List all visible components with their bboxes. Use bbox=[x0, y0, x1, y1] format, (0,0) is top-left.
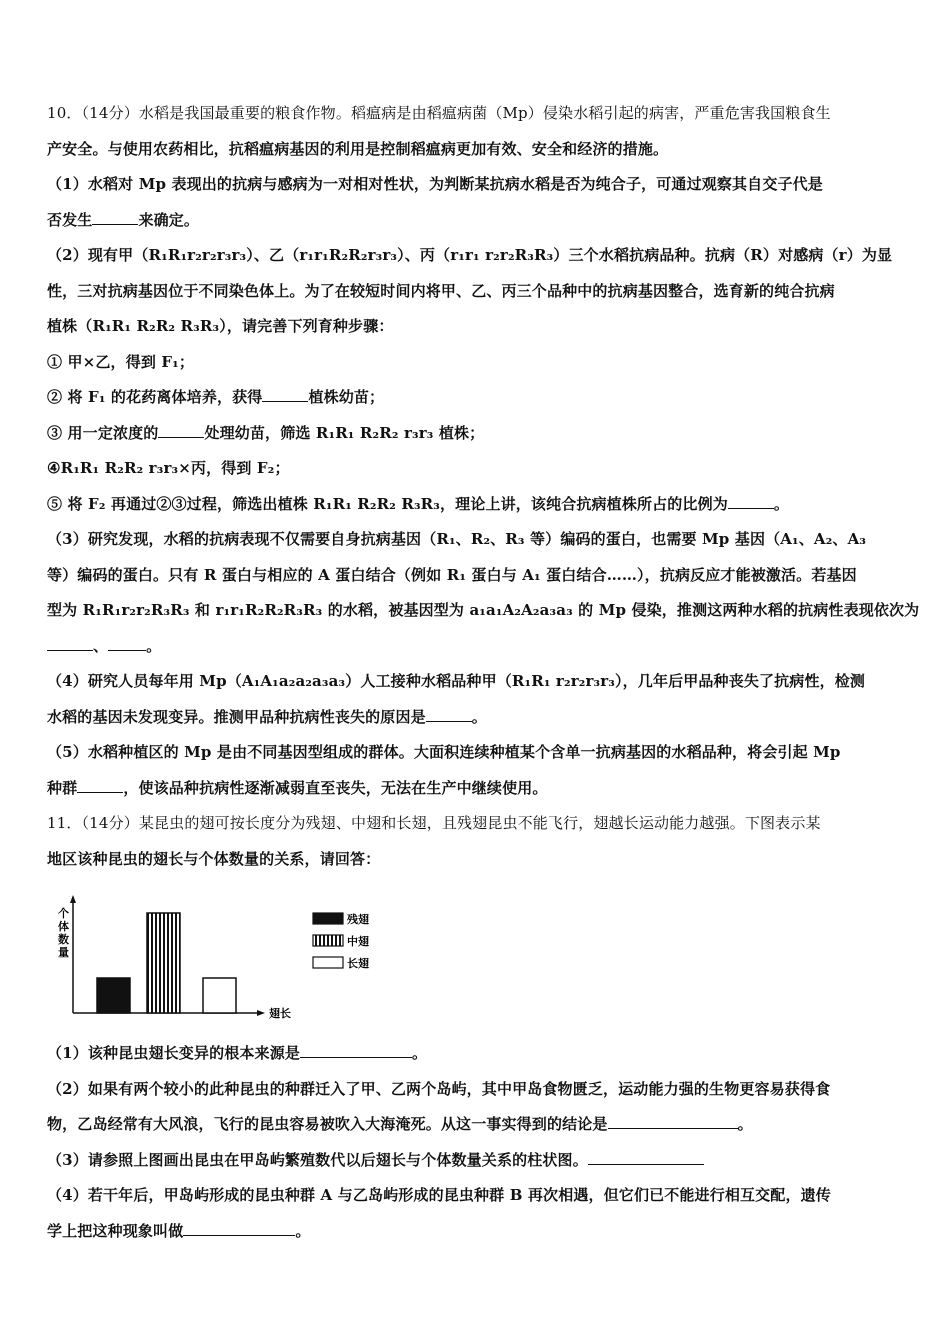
answer-blank[interactable] bbox=[608, 1127, 738, 1129]
answer-blank[interactable] bbox=[47, 649, 93, 651]
q10-line-2: 产安全。与使用农药相比，抗稻瘟病基因的利用是控制稻瘟病更加有效、安全和经济的措施。 bbox=[47, 139, 669, 158]
x-axis-arrow bbox=[257, 1010, 265, 1016]
q11-line-1: 11．（14分）某昆虫的翅可按长度分为残翅、中翅和长翅，且残翅昆虫不能飞行，翅越长运动能力越强。下图表示某 bbox=[47, 814, 821, 832]
answer-blank[interactable] bbox=[426, 720, 472, 722]
q11-sub-4b: 学上把这种现象叫做 。 bbox=[47, 1221, 311, 1240]
bar-3 bbox=[203, 978, 236, 1013]
q10-line-16: 、 。 bbox=[47, 629, 905, 665]
answer-blank[interactable] bbox=[108, 649, 146, 651]
q11-sub-2a: （2）如果有两个较小的此种昆虫的种群迁入了甲、乙两个岛屿，其中甲岛食物匮乏，运动能力强的生物更容易获得食 bbox=[47, 1079, 831, 1098]
q10-line-17: （4）研究人员每年用 Mp（A₁A₁a₂a₂a₃a₃）人工接种水稻品种甲（R₁R₁ r₂r₂r₃r₃），几年后甲品种丧失了抗病性，检测 bbox=[47, 672, 866, 690]
q10-line-7: 植株（R₁R₁ R₂R₂ R₃R₃），请完善下列育种步骤： bbox=[47, 317, 394, 335]
wing-length-chart bbox=[55, 895, 395, 1025]
q10-line-5: （2）现有甲（R₁R₁r₂r₂r₃r₃）、乙（r₁r₁R₂R₂r₃r₃）、丙（r₁r₁ r₂r₂R₃R₃）三个水稻抗病品种。抗病（R）对感病（r）为显 bbox=[47, 246, 893, 264]
answer-blank[interactable] bbox=[77, 791, 123, 793]
legend-label-1: 残翅 bbox=[347, 913, 369, 926]
legend-swatch-3 bbox=[313, 957, 343, 968]
answer-blank[interactable] bbox=[300, 1056, 412, 1058]
q10-step-2: ② 将 F₁ 的花药离体培养，获得 植株幼苗； bbox=[47, 388, 385, 406]
y-axis-arrow bbox=[70, 895, 76, 903]
legend-swatch-1 bbox=[313, 913, 343, 924]
q10-step-5: ⑤ 将 F₂ 再通过②③过程，筛选出植株 R₁R₁ R₂R₂ R₃R₃，理论上讲，该纯合抗病植株所占的比例为 。 bbox=[47, 494, 790, 513]
legend-swatch-2 bbox=[313, 935, 343, 946]
legend-label-3: 长翅 bbox=[347, 957, 369, 970]
q10-line-1: 10．（14分）水稻是我国最重要的粮食作物。稻瘟病是由稻瘟病菌（Mp）侵染水稻引起的病害，严重危害我国粮食生 bbox=[47, 104, 831, 122]
q10-step-1: ① 甲×乙，得到 F₁； bbox=[47, 352, 195, 371]
q10-line-15: 型为 R₁R₁r₂r₂R₃R₃ 和 r₁r₁R₂R₂R₃R₃ 的水稻，被基因型为 a₁a₁A₂A₂a₃a₃ 的 Mp 侵染，推测这两种水稻的抗病性表现依次为 bbox=[47, 601, 920, 619]
x-axis-label: 翅长 bbox=[269, 1007, 291, 1020]
q10-step-3: ③ 用一定浓度的 处理幼苗，筛选 R₁R₁ R₂R₂ r₃r₃ 植株； bbox=[47, 423, 485, 442]
q10-line-20: 种群 ，使该品种抗病性逐渐减弱直至丧失，无法在生产中继续使用。 bbox=[47, 778, 548, 797]
q10-line-3: （1）水稻对 Mp 表现出的抗病与感病为一对相对性状，为判断某抗病水稻是否为纯合子，可通过观察其自交子代是 bbox=[47, 175, 823, 193]
q11-sub-3: （3）请参照上图画出昆虫在甲岛屿繁殖数代以后翅长与个体数量关系的柱状图。 bbox=[47, 1143, 905, 1179]
q11-sub-1: （1）该种昆虫翅长变异的根本来源是 。 bbox=[47, 1044, 428, 1062]
q10-line-6: 性，三对抗病基因位于不同染色体上。为了在较短时间内将甲、乙、丙三个品种中的抗病基因整合，选育新的纯合抗病 bbox=[47, 281, 835, 300]
q11-questions bbox=[47, 1036, 905, 1249]
q10-line-18: 水稻的基因未发现变异。推测甲品种抗病性丧失的原因是 。 bbox=[47, 707, 487, 726]
q10-line-4: 否发生 来确定。 bbox=[47, 210, 200, 229]
q10-line-13: （3）研究发现，水稻的抗病表现不仅需要自身抗病基因（R₁、R₂、R₃ 等）编码的蛋白，也需要 Mp 基因（A₁、A₂、A₃ bbox=[47, 530, 867, 548]
y-axis-label: 个体数量 bbox=[58, 907, 69, 959]
question-page bbox=[47, 96, 920, 877]
answer-blank[interactable] bbox=[262, 400, 308, 402]
q10-step-4: ④R₁R₁ R₂R₂ r₃r₃×丙，得到 F₂； bbox=[47, 459, 290, 477]
q10-line-14: 等）编码的蛋白。只有 R 蛋白与相应的 A 蛋白结合（例如 R₁ 蛋白与 A₁ 蛋白结合……），抗病反应才能被激活。若基因 bbox=[47, 565, 857, 584]
answer-blank[interactable] bbox=[588, 1163, 704, 1165]
answer-blank[interactable] bbox=[158, 436, 204, 438]
answer-blank[interactable] bbox=[728, 507, 774, 509]
bar-1 bbox=[97, 978, 130, 1013]
legend-label-2: 中翅 bbox=[347, 935, 369, 948]
answer-blank[interactable] bbox=[92, 223, 138, 225]
answer-blank[interactable] bbox=[183, 1234, 295, 1236]
q10-line-19: （5）水稻种植区的 Mp 是由不同基因型组成的群体。大面积连续种植某个含单一抗病基因的水稻品种，将会引起 Mp bbox=[47, 743, 841, 761]
bar-2 bbox=[147, 913, 180, 1013]
q11-line-2: 地区该种昆虫的翅长与个体数量的关系，请回答： bbox=[47, 849, 381, 868]
q11-sub-2b: 物，乙岛经常有大风浪，飞行的昆虫容易被吹入大海淹死。从这一事实得到的结论是 。 bbox=[47, 1115, 753, 1133]
chart-svg bbox=[55, 895, 395, 1025]
q11-sub-4a: （4）若干年后，甲岛屿形成的昆虫种群 A 与乙岛屿形成的昆虫种群 B 再次相遇，但它们已不能进行相互交配，遗传 bbox=[47, 1186, 831, 1204]
